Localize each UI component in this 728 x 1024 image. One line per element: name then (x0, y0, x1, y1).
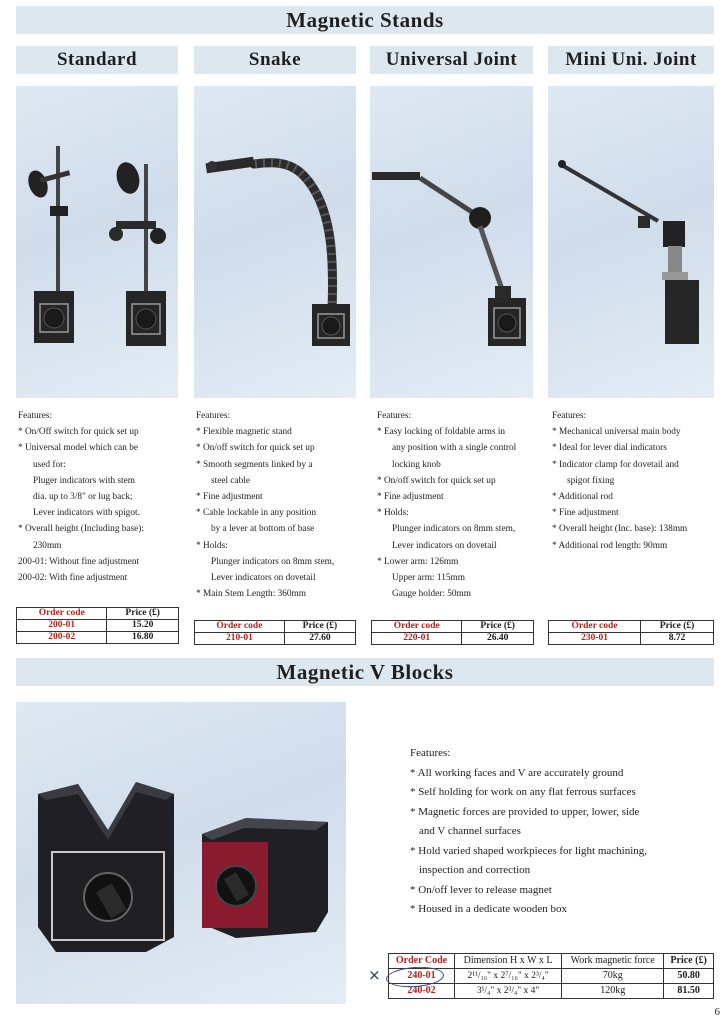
v-blocks-illustration (16, 702, 346, 1004)
order-code-cell: 200-02 (17, 632, 107, 644)
standard-features (18, 408, 180, 586)
force-cell: 70kg (562, 969, 664, 984)
standard-stand-photo (16, 86, 178, 398)
feature-line: * On/Off switch for quick set up (18, 427, 139, 438)
price-header: Price (£) (107, 608, 179, 620)
snake-stand-photo (194, 86, 356, 398)
universal-joint-features (377, 408, 542, 602)
snake-price-table (194, 620, 356, 645)
feature-line: * On/off switch for quick set up (377, 475, 496, 486)
feature-line: * Cable lockable in any position (196, 508, 317, 519)
universal-joint-price-table (371, 620, 534, 645)
universal-joint-illustration (370, 86, 533, 398)
dimension-cell: 3¹/₄" x 2³/₄" x 4" (454, 984, 561, 999)
feature-line: Plunger indicators on 8mm stem, (211, 556, 335, 567)
feature-line: * Mechanical universal main body (552, 427, 681, 438)
feature-line: * Fine adjustment (196, 492, 263, 503)
feature-line: * Flexible magnetic stand (196, 427, 292, 438)
feature-line: dia. up to 3/8" or lug back; (33, 492, 133, 503)
feature-line: * Magnetic forces are provided to upper, lower, side (410, 805, 640, 818)
price-header: Price (£) (641, 621, 714, 633)
feature-line: * Hold varied shaped workpieces for light machining, (410, 844, 648, 857)
force-header: Work magnetic force (562, 954, 664, 969)
price-cell: 27.60 (284, 633, 355, 645)
price-cell: 81.50 (664, 984, 714, 999)
features-heading: Features: (410, 747, 451, 759)
features-heading: Features: (552, 411, 587, 421)
standard-price-table (16, 607, 179, 644)
price-cell: 15.20 (107, 620, 179, 632)
feature-line: * On/off switch for quick set up (196, 443, 315, 454)
feature-line: * Overall height (Inc. base): 138mm (552, 524, 688, 535)
feature-line: * Holds: (196, 540, 228, 551)
feature-line: * Main Stem Length: 360mm (196, 589, 307, 600)
feature-line: steel cable (211, 475, 250, 486)
feature-line: by a lever at bottom of base (211, 524, 315, 535)
feature-line: Pluger indicators with stem (33, 475, 135, 486)
product-title-snake: Snake (194, 46, 356, 74)
price-cell: 8.72 (641, 633, 714, 645)
feature-line: used for: (33, 459, 66, 470)
handwritten-x-mark: × (368, 966, 381, 984)
feature-line: * On/off lever to release magnet (410, 883, 552, 896)
feature-line: * Self holding for work on any flat ferrous surfaces (410, 786, 636, 798)
feature-line: * Fine adjustment (377, 492, 444, 503)
feature-line: locking knob (392, 459, 441, 470)
feature-line: Lever indicators with spigot. (33, 508, 140, 519)
feature-line: * Fine adjustment (552, 508, 619, 519)
feature-line: Lever indicators on dovetail (211, 573, 316, 584)
order-code-cell: 230-01 (549, 633, 641, 645)
table-row (549, 633, 714, 645)
order-code-header: Order Code (389, 954, 455, 969)
features-heading: Features: (18, 411, 53, 421)
price-header: Price (£) (462, 621, 534, 633)
order-code-header: Order code (549, 621, 641, 633)
v-blocks-features (410, 744, 710, 920)
feature-line: * Housed in a dedicate wooden box (410, 903, 568, 915)
page-title: Magnetic Stands (16, 6, 714, 34)
order-code-header: Order code (17, 608, 107, 620)
force-cell: 120kg (562, 984, 664, 999)
price-cell: 26.40 (462, 633, 534, 645)
dimension-header: Dimension H x W x L (454, 954, 561, 969)
feature-line: 200-01: Without fine adjustment (18, 556, 140, 567)
mini-uni-joint-illustration (548, 86, 714, 398)
feature-line: Gauge holder: 50mm (392, 589, 472, 600)
table-row (372, 633, 534, 645)
standard-stand-illustration (16, 86, 178, 398)
product-title-mini-uni-joint: Mini Uni. Joint (548, 46, 714, 74)
table-row (17, 620, 179, 632)
feature-line: * Universal model which can be (18, 443, 139, 454)
order-code-cell: 200-01 (17, 620, 107, 632)
feature-line: * Lower arm: 126mm (377, 556, 459, 567)
order-code-cell: 240-02 (389, 984, 455, 999)
feature-line: spigot fixing (567, 475, 615, 486)
price-cell: 50.80 (664, 969, 714, 984)
features-heading: Features: (377, 411, 412, 421)
feature-line: * Ideal for lever dial indicators (552, 443, 667, 454)
feature-line: 230mm (33, 540, 62, 551)
feature-line: * Additional rod (552, 492, 613, 503)
price-header: Price (£) (664, 954, 714, 969)
product-title-standard: Standard (16, 46, 178, 74)
feature-line: * Easy locking of foldable arms in (377, 427, 506, 438)
feature-line: any position with a single control (392, 443, 517, 454)
dimension-cell: 2¹¹/₁₆" x 2⁷/₁₆" x 2³/₄" (454, 969, 561, 984)
price-cell: 16.80 (107, 632, 179, 644)
table-row (389, 984, 714, 999)
order-code-cell: 220-01 (372, 633, 462, 645)
feature-line: * Additional rod length: 90mm (552, 540, 668, 551)
feature-line: * Smooth segments linked by a (196, 459, 313, 470)
page-number: 6 (714, 1006, 720, 1018)
feature-line: * Holds: (377, 508, 409, 519)
feature-line: * Indicator clamp for dovetail and (552, 459, 679, 470)
feature-line: and V channel surfaces (419, 825, 521, 837)
order-code-header: Order code (372, 621, 462, 633)
feature-line: inspection and correction (419, 864, 531, 876)
feature-line: * All working faces and V are accurately ground (410, 766, 624, 779)
snake-features (196, 408, 361, 602)
feature-line: Plunger indicators on 8mm stem, (392, 524, 516, 535)
product-title-universal-joint: Universal Joint (370, 46, 533, 74)
price-header: Price (£) (284, 621, 355, 633)
order-code-cell: 210-01 (195, 633, 285, 645)
table-row (17, 632, 179, 644)
mini-uni-joint-price-table (548, 620, 714, 645)
v-blocks-photo (16, 702, 346, 1004)
feature-line: 200-02: With fine adjustment (18, 573, 128, 584)
table-row (195, 633, 356, 645)
snake-stand-illustration (194, 86, 356, 398)
feature-line: * Overall height (Including base): (18, 524, 144, 535)
mini-uni-joint-features (552, 408, 722, 554)
features-heading: Features: (196, 411, 231, 421)
feature-line: Upper arm: 115mm (392, 573, 465, 584)
order-code-cell: 240-01 (389, 969, 455, 984)
feature-line: Lever indicators on dovetail (392, 540, 497, 551)
universal-joint-stand-photo (370, 86, 533, 398)
mini-uni-joint-stand-photo (548, 86, 714, 398)
section-title-v-blocks: Magnetic V Blocks (16, 658, 714, 686)
order-code-header: Order code (195, 621, 285, 633)
